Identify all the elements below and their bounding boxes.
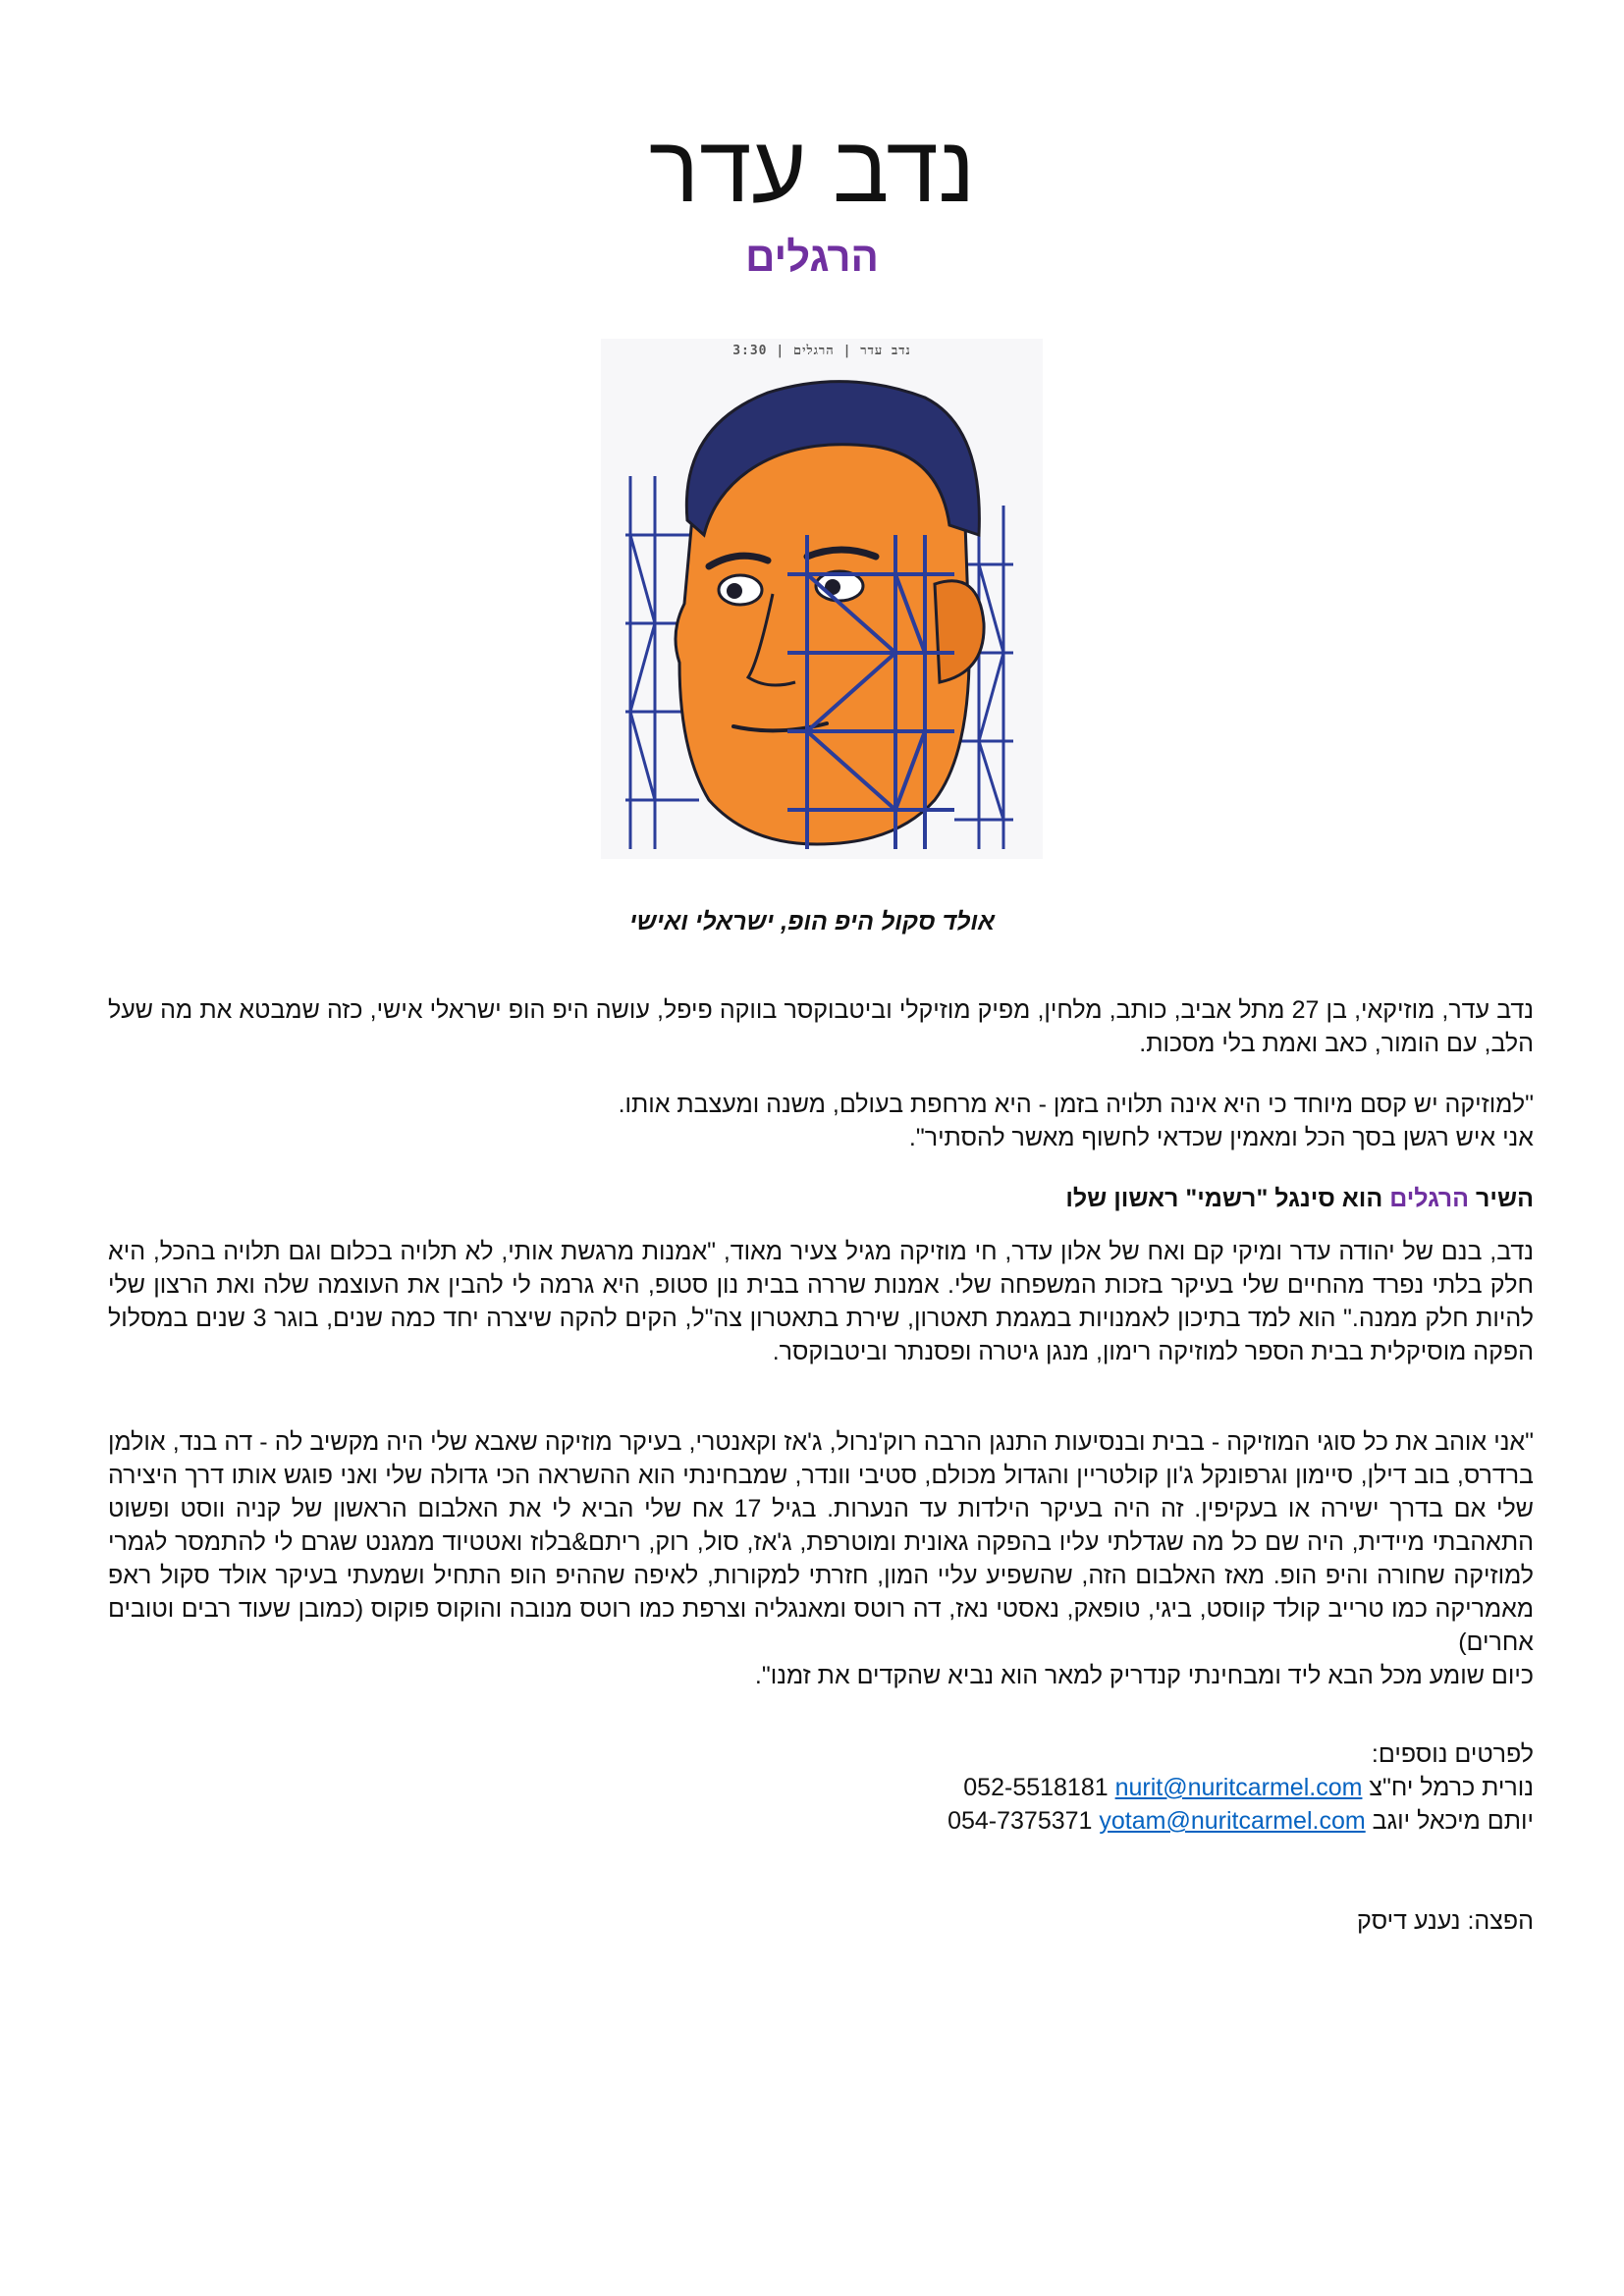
contact-2-phone: 054-7375371 (947, 1807, 1093, 1835)
intro-paragraph: נדב עדר, מוזיקאי, בן 27 מתל אביב, כותב, מלחין, מפיק מוזיקלי וביטבוקסר בווקה פיפל, עושה היפ הופ ישראלי אישי, כזה שמבטא את מה שעל הלב, עם הומור, כאב ואמת בלי מסכות. (108, 996, 1535, 1057)
influences-end: כיום שומע מכל הבא ליד ומבחינתי קנדריק למאר הוא נביא שהקדים את זמנו". (754, 1662, 1534, 1689)
single-heading-song: הרגלים (1389, 1185, 1470, 1212)
influences-paragraph (108, 1425, 1534, 1692)
distribution-line: הפצה: נענע דיסק (1357, 1907, 1534, 1935)
single-heading (108, 1182, 1534, 1215)
influences-text: "אני אוהב את כל סוגי המוזיקה - בבית ובנסיעות התנגן הרבה רוק'נרול, ג'אז וקאנטרי, בעיקר מוזיקה שאבא שלי היה מקשיב לה - דה בנד, אולמן ברדרס, בוב דילן, סיימון וגרפונקל ג'ון קולטריין והגדול מכולם, סטיבי וונדר, שמבחינתי הוא ההשראה הכי גדולה שלי ואני פוגש אותו דרך היצירה שלי אם בדרך ישירה או בעקיפין. זה היה בעיקר הילדות עד הנערות. בגיל 17 אח שלי הביא לי את האלבום הראשון של קניה ווסט ופשוט התאהבתי מיידית, היה שם כל מה שגדלתי עליו בהפקה גאונית ומוטרפת, ג'אז, סול, רוק, ריתם&בלוז ואטטיוד ממגנט שגרם לי להתמסר לגמרי למוזיקה שחורה והיפ הופ. מאז האלבום הזה, שהשפיע עליי המון, חזרתי למקורות, לאיפה שההיפ הופ התחיל ושמעתי בעיקר אולד סקול ראפ מאמריקה כמו טרייב קולד קווסט, ביגי, טופאק, נאסטי נאז, דה רוטס ומאנגליה וצרפת כמו רוטס מנובה והוקוס פוקוס (כמובן שעוד רבים וטובים אחרים) (108, 1428, 1534, 1656)
contact-person-2 (108, 1804, 1534, 1838)
artist-name: נדב עדר (648, 117, 976, 222)
quote-paragraph (108, 1088, 1534, 1154)
bio-paragraph: נדב, בנם של יהודה עדר ומיקי קם ואח של אלון עדר, חי מוזיקה מגיל צעיר מאוד, "אמנות מרגשת אותי, לא תלויה בכלום וגם תלויה בהכל, היא חלק בלתי נפרד מהחיים שלי בעיקר בזכות המשפחה שלי. אמנות שררה בבית נון סטופ, היא גרמה לי להבין את העוצמה שלה ואת הרצון שלי להיות חלק ממנה." הוא למד בתיכון לאמנויות במגמת תאטרון, שירת בתאטרון צה"ל, הקים להקה שיצרה יחד כמה שנים, בוגר 3 שנים במסלול הפקה מוסיקלית בבית הספר למוזיקה רימון, מנגן גיטרה ופסנתר וביטבוקסר. (108, 1238, 1534, 1365)
contact-heading: לפרטים נוספים: (1371, 1740, 1534, 1768)
quote-line-2: אני איש רגשן בסך הכל ומאמין שכדאי לחשוף מאשר להסתיר". (908, 1124, 1534, 1151)
album-cover (601, 339, 1043, 859)
contact-1-name: נורית כרמל יח"צ (1369, 1774, 1534, 1801)
cover-illustration (601, 339, 1043, 859)
song-title: הרגלים (745, 234, 879, 280)
contact-1-phone: 052-5518181 (963, 1774, 1109, 1801)
contact-2-name: יותם מיכאל יוגב (1372, 1807, 1534, 1835)
contact-1-email-link[interactable]: nurit@nuritcarmel.com (1114, 1774, 1363, 1801)
contact-person-1 (108, 1771, 1534, 1804)
genre-tagline: אולד סקול היפ הופ, ישראלי ואישי (628, 908, 995, 935)
cover-caption: 3:30 | נדב עדר | הרגלים (732, 344, 911, 358)
quote-line-1: "למוזיקה יש קסם מיוחד כי היא אינה תלויה בזמן - היא מרחפת בעולם, משנה ומעצבת אותו. (618, 1091, 1534, 1118)
single-heading-post: הוא סינגל "רשמי" ראשון שלו (1065, 1185, 1390, 1212)
contact-2-email-link[interactable]: yotam@nuritcarmel.com (1099, 1807, 1366, 1835)
single-heading-pre: השיר (1469, 1185, 1534, 1212)
